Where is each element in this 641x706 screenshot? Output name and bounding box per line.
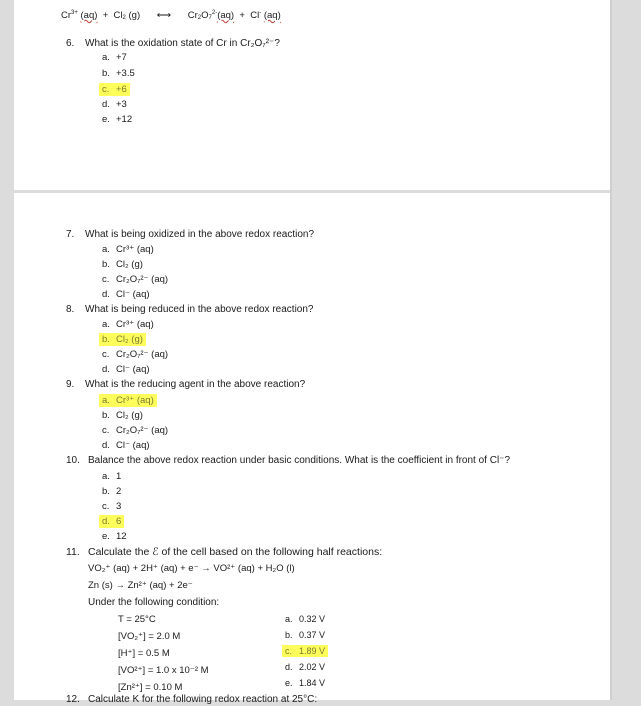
question-10: 10. Balance the above redox reaction under basic conditions. What is the coefficient in front of Cl⁻? <box>66 455 511 466</box>
condition-vo2plus2: [VO²⁺] = 1.0 x 10⁻² M <box>118 665 209 676</box>
q10-option-c[interactable]: c. 3 <box>102 501 122 512</box>
q10-option-a[interactable]: a. 1 <box>102 471 122 482</box>
half-reaction-1: VO₂⁺ (aq) + 2H⁺ (aq) + e⁻ → VO²⁺ (aq) + H₂O (l) <box>88 563 295 574</box>
q6-option-b[interactable]: b. +3.5 <box>102 68 135 79</box>
q8-option-d[interactable]: d. Cl⁻ (aq) <box>102 364 150 375</box>
q8-option-a[interactable]: a. Cr³⁺ (aq) <box>102 319 154 330</box>
q10-option-e[interactable]: e. 12 <box>102 531 127 542</box>
q6-option-a[interactable]: a. +7 <box>102 52 127 63</box>
condition-hplus: [H⁺] = 0.5 M <box>118 648 170 659</box>
q7-option-a[interactable]: a. Cr³⁺ (aq) <box>102 244 154 255</box>
condition-heading: Under the following condition: <box>88 597 220 608</box>
question-7: 7. What is being oxidized in the above redox reaction? <box>66 229 315 240</box>
q11-option-d[interactable]: d. 2.02 V <box>285 662 326 672</box>
q9-option-b[interactable]: b. Cl₂ (g) <box>102 410 143 421</box>
q8-option-c[interactable]: c. Cr₂O₇²⁻ (aq) <box>102 349 169 360</box>
condition-temperature: T = 25°C <box>118 614 156 625</box>
q7-option-b[interactable]: b. Cl₂ (g) <box>102 259 143 270</box>
equilibrium-arrow-icon: ⟷ <box>156 10 172 21</box>
question-9: 9. What is the reducing agent in the above reaction? <box>66 379 306 390</box>
q10-option-b[interactable]: b. 2 <box>102 486 122 497</box>
half-reaction-2: Zn (s) → Zn²⁺ (aq) + 2e⁻ <box>88 580 193 591</box>
condition-vo2plus: [VO₂⁺] = 2.0 M <box>118 631 181 642</box>
page-edge <box>610 0 612 700</box>
question-6: 6. What is the oxidation state of Cr in Cr₂O₇²⁻? <box>66 38 280 49</box>
q7-option-d[interactable]: d. Cl⁻ (aq) <box>102 289 150 300</box>
q9-option-a[interactable]: a. Cr³⁺ (aq) <box>102 395 157 407</box>
q6-option-d[interactable]: d. +3 <box>102 99 127 110</box>
q11-option-b[interactable]: b. 0.37 V <box>285 630 326 640</box>
q7-option-c[interactable]: c. Cr₂O₇²⁻ (aq) <box>102 274 169 285</box>
q9-option-c[interactable]: c. Cr₂O₇²⁻ (aq) <box>102 425 169 436</box>
question-12: 12. Calculate K for the following redox reaction at 25°C: <box>66 694 318 705</box>
q6-option-e[interactable]: e. +12 <box>102 114 133 125</box>
q9-option-d[interactable]: d. Cl⁻ (aq) <box>102 440 150 451</box>
q11-option-e[interactable]: e. 1.84 V <box>285 678 326 688</box>
redox-reaction-equation: $Cr^{3+}$ $(aq) + Cl_2$ (g) ⟷ $Cr_2O_7^{2-}(aq) + Cl^-$ (aq) <box>61 10 281 21</box>
q11-option-a[interactable]: a. 0.32 V <box>285 614 326 624</box>
q10-option-d[interactable]: d. 6 <box>102 516 124 528</box>
q6-option-c[interactable]: c. +6 <box>102 84 130 96</box>
condition-zn2plus: [Zn²⁺] = 0.10 M <box>118 682 183 693</box>
question-8: 8. What is being reduced in the above redox reaction? <box>66 304 314 315</box>
question-11: 11. Calculate the ℰ of the cell based on the following half reactions: <box>66 546 383 558</box>
q11-option-c[interactable]: c. 1.89 V <box>285 645 328 657</box>
q8-option-b[interactable]: b. Cl₂ (g) <box>102 334 146 346</box>
